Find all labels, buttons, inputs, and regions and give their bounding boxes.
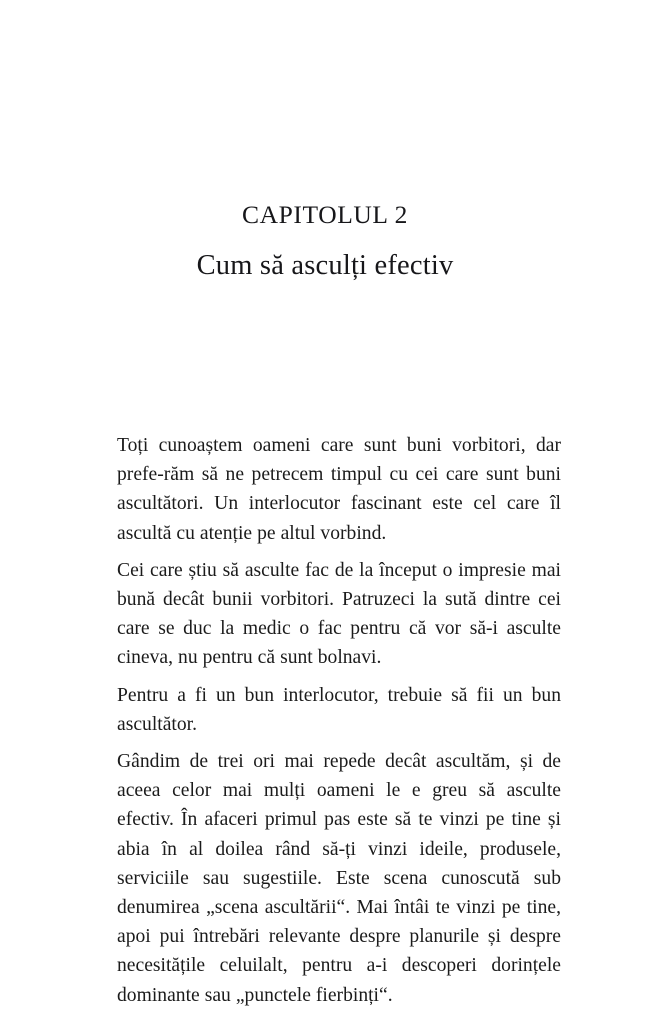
body-text-column bbox=[117, 431, 561, 1010]
paragraph: Gândim de trei ori mai repede decât ascultăm, și de aceea celor mai mulți oameni le e greu să asculte efectiv. În afaceri primul pas este să te vinzi pe tine și abia în al doilea rând să-ți vinzi ideile, produsele, serviciile sau sugestiile. Este scena cunoscută sub denumirea „scena ascultării“. Mai întâi te vinzi pe tine, apoi pui întrebări relevante despre planurile și despre necesitățile celuilalt, pentru a-i descoperi dorințele dominante sau „punctele fierbinți“. bbox=[117, 751, 561, 1006]
paragraph: Cei care știu să asculte fac de la început o impresie mai bună decât bunii vorbitori. Patruzeci la sută dintre cei care se duc la medic o fac pentru că vor să-i asculte cineva, nu pentru că sunt bolnavi. bbox=[117, 559, 561, 669]
chapter-title: Cum să asculți efectiv bbox=[196, 249, 454, 281]
chapter-label: CAPITOLUL 2 bbox=[242, 200, 408, 229]
paragraph: Toți cunoaștem oameni care sunt buni vorbitori, dar prefe-răm să ne petrecem timpul cu cei care sunt buni ascultători. Un interlocutor fascinant este cel care îl ascultă cu atenție pe altul vorbind. bbox=[117, 435, 561, 544]
paragraph: Pentru a fi un bun interlocutor, trebuie să fii un bun ascultător. bbox=[117, 684, 561, 735]
chapter-heading bbox=[0, 200, 650, 283]
